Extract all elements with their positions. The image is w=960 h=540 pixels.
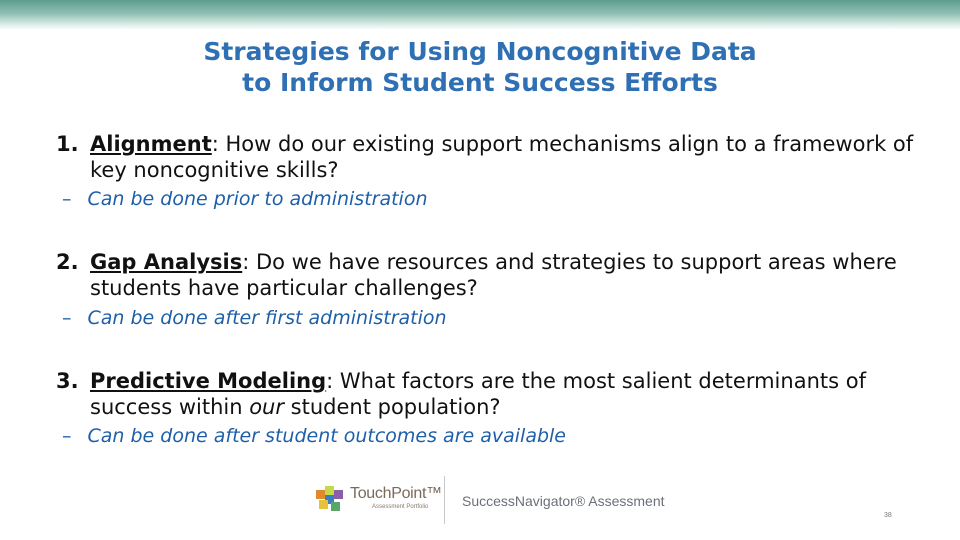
item-text-after: student population?	[284, 395, 501, 419]
item-term: Gap Analysis	[90, 250, 243, 274]
list-item-predictive-modeling	[56, 368, 916, 420]
slide-title-line-2: to Inform Student Success Efforts	[242, 68, 718, 97]
slide-title	[0, 36, 960, 98]
page-number: 38	[884, 512, 892, 519]
footer-logos	[314, 476, 664, 524]
dash-bullet: –	[62, 307, 72, 329]
dash-bullet: –	[62, 425, 72, 447]
header-band	[0, 0, 960, 30]
list-item-gap-analysis	[56, 249, 916, 301]
logo-divider	[444, 476, 445, 524]
item-text: : What factors are the most salient determinants of success within	[90, 369, 866, 419]
subpoint-text: Can be done prior to administration	[87, 188, 428, 210]
list-item-alignment	[56, 131, 916, 183]
subpoint-predictive-modeling	[62, 425, 566, 447]
item-text: : Do we have resources and strategies to support areas where students have particular challenges?	[90, 250, 897, 300]
touchpoint-logo-name: TouchPoint™	[350, 485, 442, 502]
slide-title-line-1: Strategies for Using Noncognitive Data	[203, 37, 757, 66]
item-text: : How do our existing support mechanisms align to a framework of key noncognitive skills?	[90, 132, 914, 182]
item-emphasis: our	[249, 395, 284, 419]
item-number: 3.	[56, 369, 79, 393]
dash-bullet: –	[62, 188, 72, 210]
item-number: 1.	[56, 132, 79, 156]
subpoint-text: Can be done after student outcomes are available	[87, 425, 566, 447]
item-term: Predictive Modeling	[90, 369, 327, 393]
subpoint-alignment	[62, 188, 428, 210]
subpoint-gap-analysis	[62, 307, 447, 329]
item-term: Alignment	[90, 132, 212, 156]
item-number: 2.	[56, 250, 79, 274]
subpoint-text: Can be done after first administration	[87, 307, 447, 329]
successnavigator-logo: SuccessNavigator® Assessment	[462, 493, 665, 509]
touchpoint-logo-icon	[314, 484, 348, 514]
touchpoint-logo-subtitle: Assessment Portfolio	[372, 504, 429, 510]
